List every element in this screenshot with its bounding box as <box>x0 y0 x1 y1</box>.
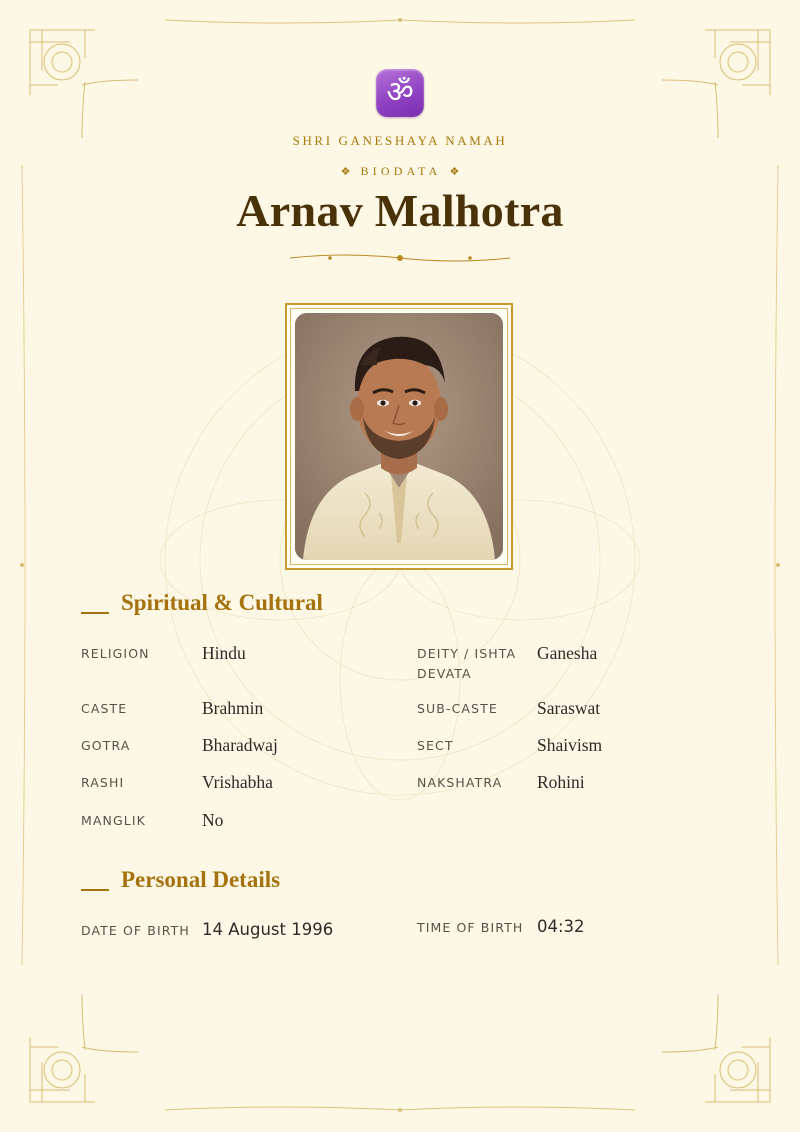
field-value-sub-caste: Saraswat <box>537 698 601 718</box>
candidate-name: Arnav Malhotra <box>236 185 564 236</box>
corner-ornament-bottom-right <box>662 994 770 1102</box>
document-label-text: BIODATA <box>360 164 442 178</box>
field-value-rashi: Vrishabha <box>202 772 273 792</box>
section-title-text: Spiritual & Cultural <box>121 590 323 615</box>
corner-ornament-top-left <box>30 30 138 138</box>
field-label-gotra: GOTRA <box>81 738 131 753</box>
field-label-deity: DEITY / ISHTA DEVATA <box>417 646 517 681</box>
invocation-text: SHRI GANESHAYA NAMAH <box>292 133 508 148</box>
field-label-time-of-birth: TIME OF BIRTH <box>417 920 524 935</box>
field-label-rashi: RASHI <box>81 775 125 790</box>
section-rule <box>81 612 109 614</box>
field-value-caste: Brahmin <box>202 698 264 718</box>
ornament-icon: ❖ <box>340 165 351 178</box>
field-label-manglik: MANGLIK <box>81 813 146 828</box>
corner-ornament-bottom-left <box>30 994 138 1102</box>
photo-frame <box>285 303 513 570</box>
ornament-icon: ❖ <box>449 165 460 178</box>
section-title-spiritual <box>81 590 323 616</box>
field-value-date-of-birth: 14 August 1996 <box>202 920 334 939</box>
field-label-sub-caste: SUB-CASTE <box>417 701 498 716</box>
field-label-nakshatra: NAKSHATRA <box>417 775 503 790</box>
field-label-religion: RELIGION <box>81 646 150 661</box>
field-value-deity: Ganesha <box>537 643 598 663</box>
section-title-personal <box>81 867 280 893</box>
field-value-time-of-birth: 04:32 <box>537 917 585 936</box>
field-label-caste: CASTE <box>81 701 128 716</box>
field-value-gotra: Bharadwaj <box>202 735 278 755</box>
portrait-photo <box>295 313 503 560</box>
corner-ornament-top-right <box>662 30 770 138</box>
field-value-sect: Shaivism <box>537 735 603 755</box>
field-value-manglik: No <box>202 810 224 830</box>
field-value-nakshatra: Rohini <box>537 772 585 792</box>
section-title-text: Personal Details <box>121 867 281 892</box>
om-icon: ॐ <box>376 69 424 117</box>
document-label <box>0 164 800 179</box>
portrait-illustration <box>295 313 503 560</box>
name-divider <box>290 255 510 261</box>
section-rule <box>81 889 109 891</box>
divider-dots <box>328 255 472 261</box>
field-value-religion: Hindu <box>202 643 246 663</box>
field-label-date-of-birth: DATE OF BIRTH <box>81 923 190 938</box>
field-label-sect: SECT <box>417 738 454 753</box>
